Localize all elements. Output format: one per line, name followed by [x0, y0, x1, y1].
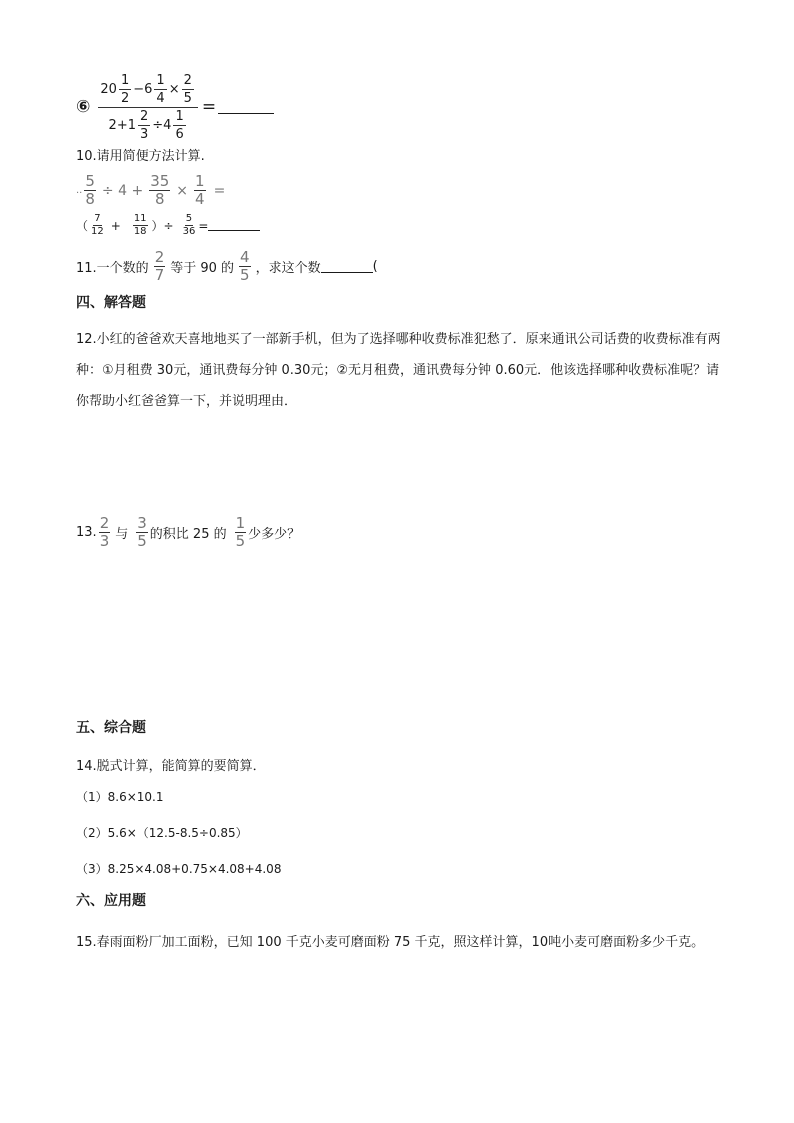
complex-fraction-denominator: 2+1 $\frac{2}{3}$ ÷4 $\frac{1}{6}$: [108, 108, 184, 142]
question-13: 13. $\frac{2}{3}$ 与 $\frac{3}{5}$ 的积比 25 的 $\frac{1}{5}$ 少多少？: [76, 514, 301, 550]
fraction: $\frac{3}{5}$: [137, 514, 147, 550]
question-14-title: 14.脱式计算，能简算的要简算．: [76, 759, 266, 774]
section-heading-5: 五、综合题: [76, 720, 146, 736]
fraction: $\frac{1}{5}$: [235, 514, 246, 550]
fraction: $\frac{4}{5}$: [240, 248, 250, 284]
complex-fraction: [98, 74, 197, 141]
question-14-item-2: （2）5.6×（12.5-8.5÷0.85）: [76, 826, 248, 840]
fraction: $\frac{7}{12}$: [91, 213, 104, 237]
question-11: 11.一个数的 $\frac{2}{7}$ 等于 90 的 $\frac{4}{5}$ ，求这个数 (: [76, 248, 378, 284]
circled-number-6: ⑥: [76, 97, 91, 117]
question-10-line-2: （ $\frac{7}{12}$ + $\frac{11}{18}$ ）÷ $\frac{5}{36}$ =: [76, 214, 260, 237]
equals-sign: =: [201, 97, 217, 117]
question-12: 12.小红的爸爸欢天喜地地买了一部新手机，但为了选择哪种收费标准犯愁了．原来通讯公司话费的收费标准有两种：①月租费 30元，通讯费每分钟 0.30元；②无月租费，通讯费每分钟 0.60元．他该选择哪种收费标准呢？请你帮助小红爸爸算一下，并说明理由．: [76, 332, 721, 409]
fraction: $\frac{2}{3}$: [99, 514, 110, 550]
question-15: 15.春雨面粉厂加工面粉，已知 100 千克小麦可磨面粉 75 千克，照这样计算，10吨小麦可磨面粉多少千克。: [76, 935, 705, 950]
question-10-title: 10.请用简便方法计算.: [76, 149, 205, 164]
question-14-item-3: （3）8.25×4.08+0.75×4.08+4.08: [76, 862, 282, 876]
fraction: $\frac{11}{18}$: [133, 213, 147, 237]
fraction: $\frac{2}{7}$: [154, 248, 165, 284]
question-10-line-1: .. $\frac{5}{8}$ ÷ 4 + $\frac{35}{8}$ × $\frac{1}{4}$ =: [76, 172, 226, 208]
fraction: $\frac{1}{4}$: [195, 172, 205, 208]
answer-blank[interactable]: [208, 220, 260, 231]
section-heading-6: 六、应用题: [76, 893, 146, 909]
question-6: [76, 72, 274, 142]
answer-blank[interactable]: [218, 101, 274, 114]
answer-blank[interactable]: [321, 260, 373, 273]
question-14-item-1: （1）8.6×10.1: [76, 790, 164, 804]
fraction: $\frac{5}{36}$: [182, 213, 196, 237]
fraction: $\frac{35}{8}$: [150, 172, 170, 208]
fraction: $\frac{5}{8}$: [85, 172, 95, 208]
section-heading-4: 四、解答题: [76, 295, 146, 311]
complex-fraction-numerator: 20 $\frac{1}{2}$ −6 $\frac{1}{4}$ × $\frac{2}{5}$: [98, 74, 197, 108]
